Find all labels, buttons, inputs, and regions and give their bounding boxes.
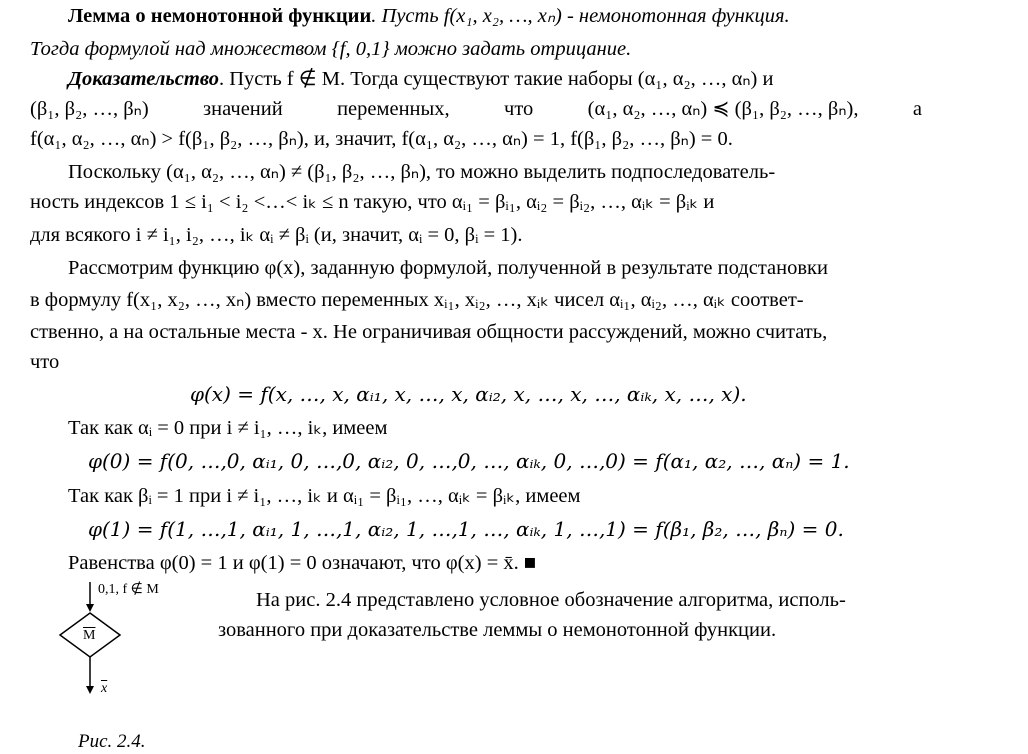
- proof-line-3: [30, 129, 733, 150]
- conclusion: Равенства φ(0) = 1 и φ(1) = 0 означают, что φ(x) = x̄. ■: [68, 552, 537, 574]
- conclusion-line: [68, 553, 536, 574]
- proof-p2-line-2: [30, 192, 714, 213]
- figure-output-label: $\overline{x}$: [101, 681, 108, 696]
- proof-p3-l4: что: [30, 351, 60, 373]
- proof-p1-l2-d: что: [504, 98, 534, 120]
- fig-text-line-1: [256, 590, 846, 611]
- figure-caption: [78, 732, 146, 751]
- figure-2-4: [50, 580, 170, 736]
- proof-p3-line-3: [30, 322, 827, 343]
- algorithm-diagram: [50, 580, 170, 730]
- figure-input-label: 0,1, f ∉ M: [98, 582, 159, 597]
- proof-p2-l2: ность индексов 1 ≤ i₁ < i₂ <…< iₖ ≤ n такую, что αᵢ₁ = βᵢ₁, αᵢ₂ = βᵢ₂, …, αᵢₖ = βᵢₖ и: [30, 191, 715, 213]
- proof-p2-l1: Поскольку (α₁, α₂, …, αₙ) ≠ (β₁, β₂, …, βₙ), то можно выделить подпоследователь-: [68, 161, 776, 183]
- proof-p1-l2-b: значений: [203, 98, 283, 120]
- formula-phi1-text: φ(1) = f(1, …,1, αᵢ₁, 1, …,1, αᵢ₂, 1, …,1, …, αᵢₖ, 1, …,1) = f(β₁, β₂, …, βₙ) = 0.: [88, 517, 844, 541]
- input-arrow-head-icon: [86, 604, 94, 612]
- fig-text-line-2: [218, 620, 776, 641]
- proof-p2-line-3: [30, 225, 522, 246]
- fig-text-l1: На рис. 2.4 представлено условное обозначение алгоритма, исполь-: [256, 589, 846, 611]
- output-arrow-head-icon: [86, 686, 94, 694]
- proof-p1-l2-a: (β₁, β₂, …, βₙ): [30, 98, 149, 120]
- lemma-line-1: [68, 6, 790, 27]
- proof-p3-line-1: [68, 258, 828, 279]
- proof-p1-l2-e: (α₁, α₂, …, αₙ) ≼ (β₁, β₂, …, βₙ),: [587, 98, 859, 120]
- proof-line-2: [30, 99, 922, 120]
- lemma-statement-1: . Пусть f(x₁, x₂, …, xₙ) - немонотонная функция.: [371, 5, 790, 27]
- formula-phi0-text: φ(0) = f(0, …,0, αᵢ₁, 0, …,0, αᵢ₂, 0, …,0, …, αᵢₖ, 0, …,0) = f(α₁, α₂, …, αₙ) = 1.: [88, 449, 850, 473]
- proof-label: Доказательство: [68, 68, 219, 90]
- proof-p3-l1: Рассмотрим функцию φ(x), заданную формулой, полученной в результате подстановки: [68, 257, 828, 279]
- proof-p1-l2-f: а: [912, 98, 922, 120]
- fig-text-l2: зованного при доказательстве леммы о немонотонной функции.: [218, 619, 777, 641]
- since-alpha-line: [68, 418, 387, 439]
- formula-phi1: [88, 519, 844, 539]
- figure-caption-text: Рис. 2.4.: [78, 731, 146, 752]
- since-alpha: Так как αᵢ = 0 при i ≠ i₁, …, iₖ, имеем: [68, 417, 388, 439]
- since-beta: Так как βᵢ = 1 при i ≠ i₁, …, iₖ и αᵢ₁ = βᵢ₁, …, αᵢₖ = βᵢₖ, имеем: [68, 485, 581, 507]
- proof-p3-line-4: [30, 352, 59, 373]
- proof-p1-l3: f(α₁, α₂, …, αₙ) > f(β₁, β₂, …, βₙ), и, значит, f(α₁, α₂, …, αₙ) = 1, f(β₁, β₂, …, βₙ) = 0.: [30, 128, 733, 150]
- lemma-statement-2: Тогда формулой над множеством {f, 0,1} можно задать отрицание.: [30, 38, 632, 60]
- proof-p2-l3: для всякого i ≠ i₁, i₂, …, iₖ αᵢ ≠ βᵢ (и, значит, αᵢ = 0, βᵢ = 1).: [30, 224, 523, 246]
- proof-line-1: [68, 69, 773, 90]
- lemma-title: Лемма о немонотонной функции: [68, 5, 372, 27]
- proof-p3-l2: в формулу f(x₁, x₂, …, xₙ) вместо переменных xᵢ₁, xᵢ₂, …, xᵢₖ чисел αᵢ₁, αᵢ₂, …, αᵢₖ соответ-: [30, 289, 804, 311]
- formula-phi-text: φ(x) = f(x, …, x, αᵢ₁, x, …, x, αᵢ₂, x, …, x, …, αᵢₖ, x, …, x).: [190, 382, 747, 406]
- proof-p1-l1: . Пусть f ∉ M. Тогда существуют такие наборы (α₁, α₂, …, αₙ) и: [218, 68, 774, 90]
- proof-p3-line-2: [30, 290, 804, 311]
- since-beta-line: [68, 486, 581, 507]
- formula-phi: [190, 384, 747, 404]
- proof-p1-l2-c: переменных,: [337, 98, 450, 120]
- lemma-line-2: [30, 39, 631, 60]
- figure-node-label: $\overline{M}$: [83, 628, 96, 643]
- proof-p3-l3: ственно, а на остальные места - x. Не ограничивая общности рассуждений, можно считать,: [30, 321, 828, 343]
- formula-phi0: [88, 451, 850, 471]
- proof-p2-line-1: [68, 162, 775, 183]
